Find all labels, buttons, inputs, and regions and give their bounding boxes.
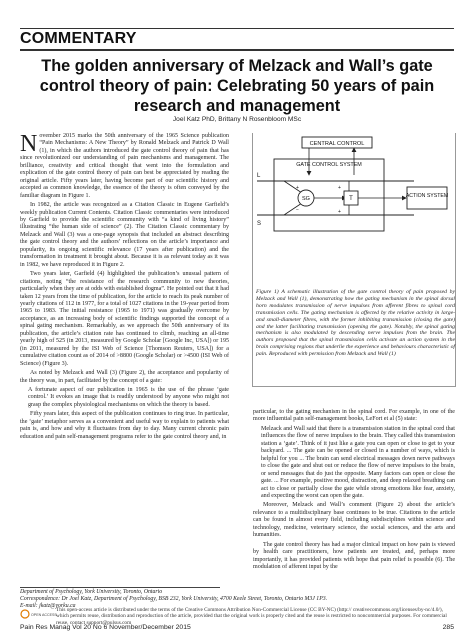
gate-control-diagram <box>254 135 454 285</box>
figure-label: Figure 1) <box>256 289 279 295</box>
svg-text:+: + <box>338 185 341 191</box>
author-line: Joel Katz PhD, Brittany N Rosenbloom MSc <box>172 116 302 123</box>
left-column <box>20 133 229 443</box>
license-text: This open-access article is distributed under the terms of the Creative Commons Attribution Non-Commercial License (CC BY-NC) (http:// creativecommons.org/licenses/by-nc/4.0/), which permits reuse, distribution and reproduction of the article, provided that the original work is properly cited and the reuse is restricted to noncommercial purposes. For commercial reuse, contact support@pulsus.com <box>56 607 447 626</box>
svg-text:+: + <box>338 209 341 215</box>
body-paragraph: In 1982, the article was recognized as a Citation Classic in Eugene Garfield’s weekly publication Current Contents. Citation Classic commentaries were introduced by Garfield to provide the scientific community with “a kind of living history” illustrating “the human side of science” (2). The Citation Classic commentary by Melzack and Wall (3) was a one-page synopsis that included an abstract describing the gate control theory and the authors’ reflections on the article’s importance and popularity, its ongoing scientific relevance (17 years after publication) and the transformation in treatment it brought about. Because it is as relevant today as it was in 1982, we have reproduced it in Figure 2. <box>20 202 229 268</box>
section-label: COMMENTARY <box>20 30 137 47</box>
intro-paragraph: November 2015 marks the 50th anniversary of the 1965 Science publication “Pain Mechanisms: A New Theory” by Ronald Melzack and Patrick D Wall (1), in which the authors introduced the gate control theory of pain that has since revolutionized our understanding of pain mechanisms and management. The brilliance, creativity and critical thought that went into the formulation and explication of the gate control theory of pain can best be appreciated by reading the original article. Fifty years later, having become part of our scientific history and accepted as common knowledge, the essence of the theory is often conveyed by the familiar diagram in Figure 1. <box>20 131 229 199</box>
figure-1-caption <box>256 289 455 358</box>
article-title: The golden anniversary of Melzack and Wall’s gate control theory of pain: Celebrating 50 years of pain research and management <box>39 57 435 115</box>
sg-label: SG <box>302 196 310 202</box>
large-fiber-label: L <box>257 173 261 179</box>
footnote-rule <box>20 587 220 588</box>
figure-caption-text: A schematic illustration of the gate control theory of pain proposed by Melzack and Wall (1), demonstrating how the gating mechanism in the spinal dorsal horn modulates transmission of nerve impulses from afferent fibres to spinal cord transmission cells. The gating mechanism is affected by the relative activity in large- and small-diameter fibres, with the former inhibiting transmission (closing the gate) and the latter facilitating transmission (opening the gate). Notably, the spinal gating mechanism is also modulated by descending nerve impulses from the brain. The authors proposed that the spinal transmission cells activate an action system in the brain comprising regions that underlie the experience and behaviours characteristic of pain. Reproduced with permission from Melzack and Wall (1) <box>256 289 456 358</box>
open-access-icon <box>21 610 29 618</box>
open-access-logo <box>20 607 57 625</box>
block-quote: Melzack and Wall said that there is a transmission station in the spinal cord that influences the flow of nerve impulses to the brain. They called this transmission station a ‘gate’. Think of it just like a gate you can open or close to get to your backyard. ... The gate can be opened or closed in a number of ways, which is helpful for you ... The brain can send electrical messages down nerve pathways to close the gate and shut out or reduce the flow of nerve impulses to the brain, or send messages that do just the opposite. Many factors can open or close the gate. ... For example, positive mood, distraction, and deep relaxed breathing can act to close or partially close the gate while strong emotions like fear, anxiety, and expecting the worst can open the gate. <box>261 425 455 499</box>
svg-text:−: − <box>296 207 299 213</box>
action-system-label: ACTION SYSTEM <box>405 193 449 199</box>
journal-citation: Pain Res Manag Vol 20 No 6 November/December 2015 <box>20 624 191 631</box>
page-number: 285 <box>442 624 454 631</box>
gate-control-system-box <box>274 159 384 231</box>
svg-text:OPEN ACCESS: OPEN ACCESS <box>31 613 57 617</box>
t-label: T <box>349 196 353 202</box>
department: Department of Psychology, York University, Toronto, Ontario <box>20 589 163 595</box>
drop-cap: N <box>20 131 38 157</box>
block-quote: A fortunate aspect of our publication in 1965 is the use of the phrase ‘gate control.’ It evokes an image that is readily understood by anyone who might not grasp the complex physiological mechanisms on which the theory is based. <box>28 386 229 408</box>
body-paragraph: Two years later, Garfield (4) highlighted the publication’s unusual pattern of citations, noting “the resistance of the research community to new theories, particularly when they are at odds with established dogma”. He pointed out that it had taken 12 years from the time of publication, for the article to reach its peak number of yearly citations of 112 in 1977, for a total of 1027 citations in the 19-year period from 1965 to 1983. The initial resistance (1965 to 1971) was gradually overcome by acceptance, as an increasing body of scientific findings supported the concept of a spinal gating mechanism. Remarkably, as we approach the 50th anniversary of its publication, the article’s citation rate has continued to climb, reaching an all-time yearly high of 525 (in 2013, measured by Google Scholar [Google Inc, USA]) or 195 (in 2011, measured by the ISI Web of Science [Thomson Reuters, USA]) for a cumulative citation count as of 2014 of >8800 (Google Scholar) or >4500 (ISI Web of Science) (Figure 3). <box>20 271 229 367</box>
email: E-mail: jkatz@yorku.ca <box>20 603 76 610</box>
body-paragraph: Moreover, Melzack and Wall’s comment (Figure 2) about the article’s relevance to a multidisciplinary base continues to be true. Citations to the article can be found in almost every field, including subdisciplines within science and technology, medicine, veterinary science, the social sciences, and the arts and humanities. <box>253 502 455 539</box>
central-control-label: CENTRAL CONTROL <box>309 141 365 147</box>
body-paragraph: particular, to the gating mechanism in the spinal cord. For example, in one of the more influential pain self-management books, LeFort et al (5) state: <box>253 409 455 423</box>
section-banner <box>0 0 474 50</box>
body-paragraph: Fifty years later, this aspect of the publication continues to ring true. In particular, the ‘gate’ metaphor serves as a convenient and useful way to explain to patients what pain is, and how and why it fluctuates from day to day. Many current chronic pain education and pain self-management programs refer to the gate control theory and, in <box>20 411 229 440</box>
body-paragraph: As noted by Melzack and Wall (3) (Figure 2), the acceptance and popularity of the theory was, in part, facilitated by the concept of a gate: <box>20 370 229 384</box>
small-fiber-label: S <box>257 221 262 227</box>
banner-top-rule <box>20 28 454 29</box>
svg-text:+: + <box>296 185 299 191</box>
right-column <box>253 409 455 574</box>
body-paragraph: The gate control theory has had a major clinical impact on how pain is viewed by health care practitioners, how patients are treated, and, perhaps more importantly, it has provided patients with hope that pain relief is possible (6). The modulation of afferent input by the <box>253 541 455 571</box>
gate-system-label: GATE CONTROL SYSTEM <box>296 162 362 168</box>
correspondence: Correspondence: Dr Joel Katz, Department of Psychology, BSB 232, York University, 4700 Keele Street, Toronto, Ontario M3J 1P3. <box>20 596 328 603</box>
banner-bottom-rule <box>20 49 454 51</box>
